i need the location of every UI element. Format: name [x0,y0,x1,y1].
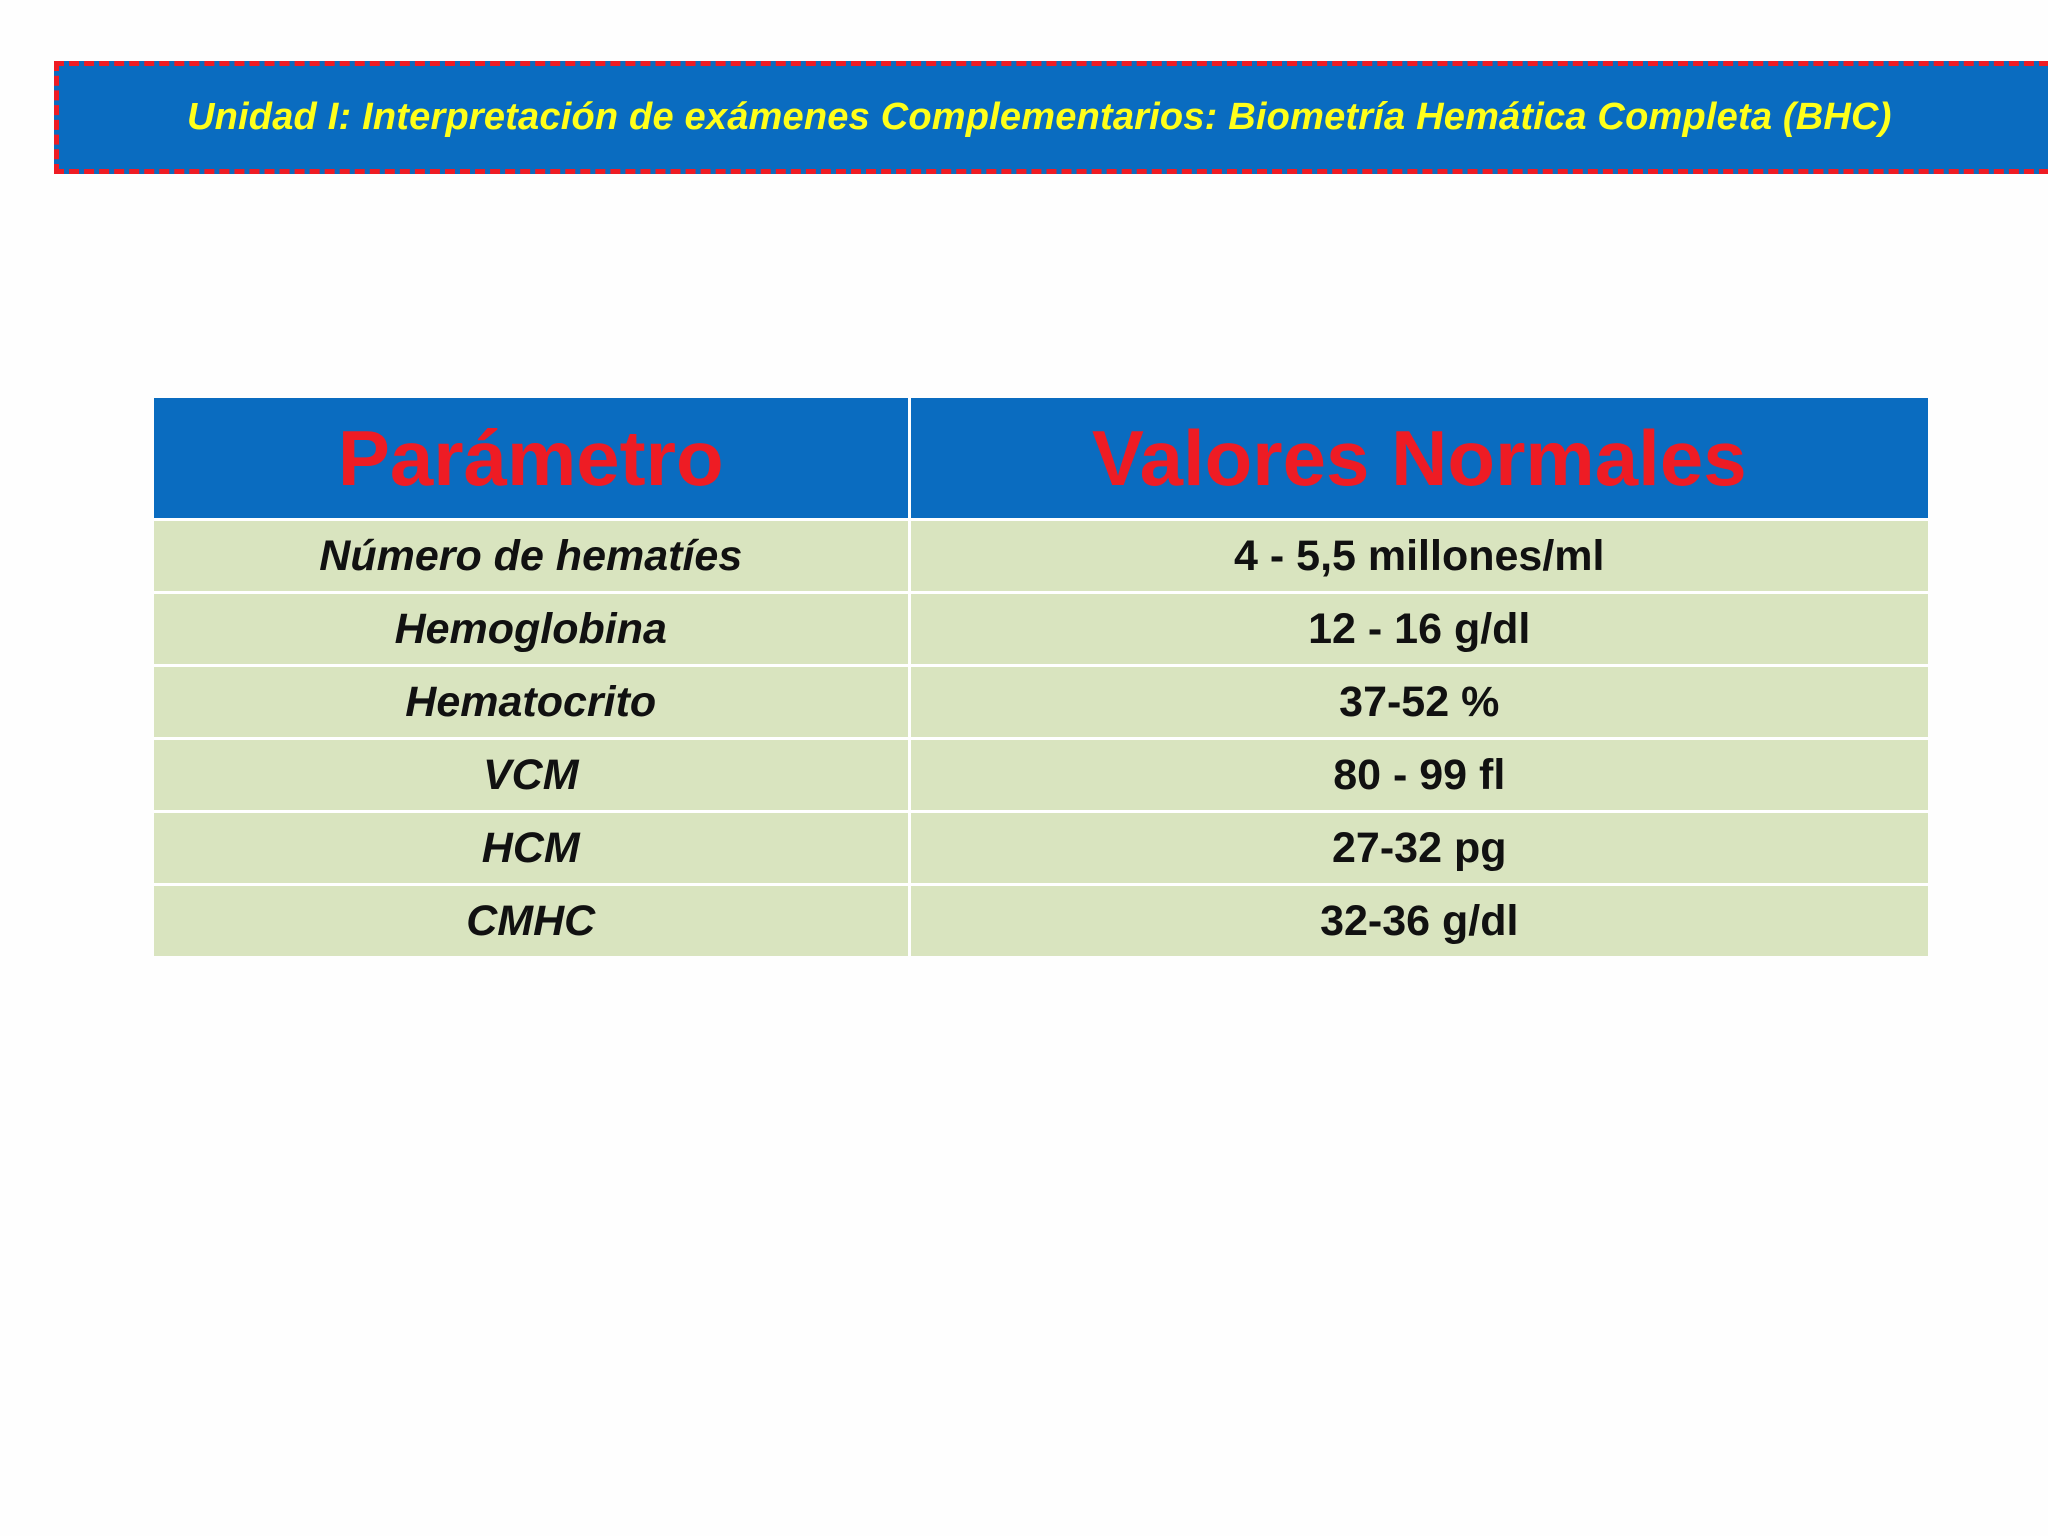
value-cell: 12 - 16 g/dl [909,593,1928,666]
table-row [154,812,1928,885]
parameter-cell: VCM [154,739,909,812]
value-cell: 32-36 g/dl [909,885,1928,957]
table-row [154,885,1928,957]
table-row [154,520,1928,593]
parameter-cell: CMHC [154,885,909,957]
parameter-cell: HCM [154,812,909,885]
value-cell: 37-52 % [909,666,1928,739]
parameter-cell: Número de hematíes [154,520,909,593]
parameter-cell: Hemoglobina [154,593,909,666]
value-cell: 80 - 99 fl [909,739,1928,812]
reference-values-table [154,398,1928,956]
parameter-cell: Hematocrito [154,666,909,739]
slide-title: Unidad I: Interpretación de exámenes Complementarios: Biometría Hemática Completa (BHC) [187,96,1892,138]
title-banner [54,61,2048,174]
column-header-parameter: Parámetro [154,398,909,520]
value-cell: 27-32 pg [909,812,1928,885]
table-row [154,593,1928,666]
table-header-row [154,398,1928,520]
table-row [154,739,1928,812]
column-header-normal-values: Valores Normales [909,398,1928,520]
value-cell: 4 - 5,5 millones/ml [909,520,1928,593]
table-row [154,666,1928,739]
